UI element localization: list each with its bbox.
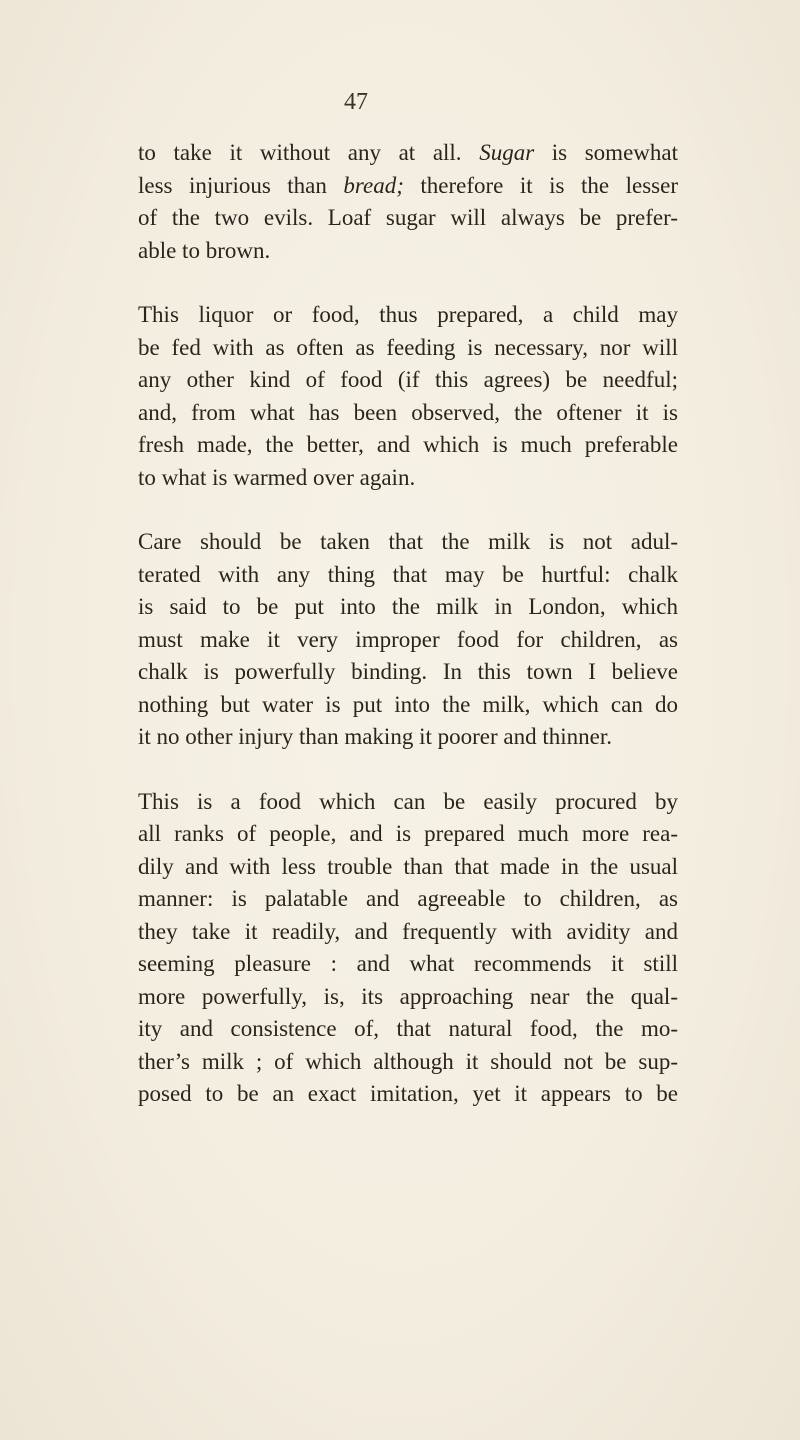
paragraph <box>138 299 678 494</box>
text-segment: any other kind of food (if this agrees) be needful; <box>138 367 678 392</box>
text-line <box>138 948 678 981</box>
text-segment: therefore it is the lesser <box>403 172 678 198</box>
text-line <box>138 364 678 397</box>
text-segment: be fed with as often as feeding is necessary, nor will <box>138 334 678 360</box>
text-line <box>138 916 678 949</box>
text-line <box>138 624 678 657</box>
text-segment: is said to be put into the milk in London, which <box>138 594 678 619</box>
text-segment: to take it without any at all. <box>138 140 480 165</box>
text-segment: seeming pleasure : and what recommends it still <box>138 951 678 976</box>
text-line <box>138 689 678 722</box>
text-line <box>138 559 678 592</box>
page-number: 47 <box>344 89 368 115</box>
italic-text: bread; <box>343 172 404 198</box>
text-line <box>138 786 678 819</box>
text-line <box>138 851 678 884</box>
text-segment: chalk is powerfully binding. In this town I believe <box>138 659 678 684</box>
text-segment: to what is warmed over again. <box>138 464 416 490</box>
text-segment: of the two evils. Loaf sugar will always be prefer- <box>138 205 678 230</box>
paragraph <box>138 786 678 1111</box>
text-segment: nothing but water is put into the milk, which can do <box>138 691 678 717</box>
text-line <box>138 299 678 332</box>
text-segment: able to brown. <box>138 237 271 263</box>
text-segment: they take it readily, and frequently with avidity and <box>138 918 678 944</box>
text-segment: is somewhat <box>534 140 678 165</box>
paragraph <box>138 526 678 754</box>
text-line <box>138 656 678 689</box>
text-segment: posed to be an exact imitation, yet it appears to be <box>138 1081 678 1106</box>
text-segment: must make it very improper food for children, as <box>138 626 678 652</box>
text-line <box>138 137 678 170</box>
text-line <box>138 1078 678 1111</box>
text-line <box>138 462 678 495</box>
text-line <box>138 883 678 916</box>
text-segment: manner: is palatable and agreeable to children, as <box>138 886 678 911</box>
text-segment: This liquor or food, thus prepared, a child may <box>138 302 678 327</box>
text-line <box>138 591 678 624</box>
text-segment: Care should be taken that the milk is not adul- <box>138 529 678 554</box>
text-line <box>138 721 678 754</box>
body-text <box>138 137 678 1111</box>
text-line <box>138 429 678 462</box>
text-segment: dily and with less trouble than that made in the usual <box>138 853 678 879</box>
text-line <box>138 332 678 365</box>
text-line <box>138 235 678 268</box>
text-line <box>138 202 678 235</box>
text-segment: less injurious than <box>138 172 344 198</box>
text-line <box>138 170 678 203</box>
italic-text: Sugar <box>479 140 535 165</box>
text-line <box>138 1046 678 1079</box>
text-segment: This is a food which can be easily procured by <box>138 788 678 814</box>
text-segment: more powerfully, is, its approaching near the qual- <box>138 983 678 1009</box>
text-line <box>138 526 678 559</box>
text-line <box>138 981 678 1014</box>
text-line <box>138 818 678 851</box>
text-line <box>138 1013 678 1046</box>
text-segment: terated with any thing that may be hurtful: chalk <box>138 561 678 587</box>
paragraph <box>138 137 678 267</box>
text-segment: all ranks of people, and is prepared much more rea- <box>138 821 678 846</box>
text-segment: ity and consistence of, that natural food, the mo- <box>138 1016 678 1041</box>
text-segment: ther’s milk ; of which although it should not be sup- <box>138 1048 678 1074</box>
text-line <box>138 397 678 430</box>
text-segment: fresh made, the better, and which is much preferable <box>138 432 678 457</box>
text-segment: it no other injury than making it poorer and thinner. <box>138 724 612 749</box>
text-segment: and, from what has been observed, the oftener it is <box>138 399 678 425</box>
